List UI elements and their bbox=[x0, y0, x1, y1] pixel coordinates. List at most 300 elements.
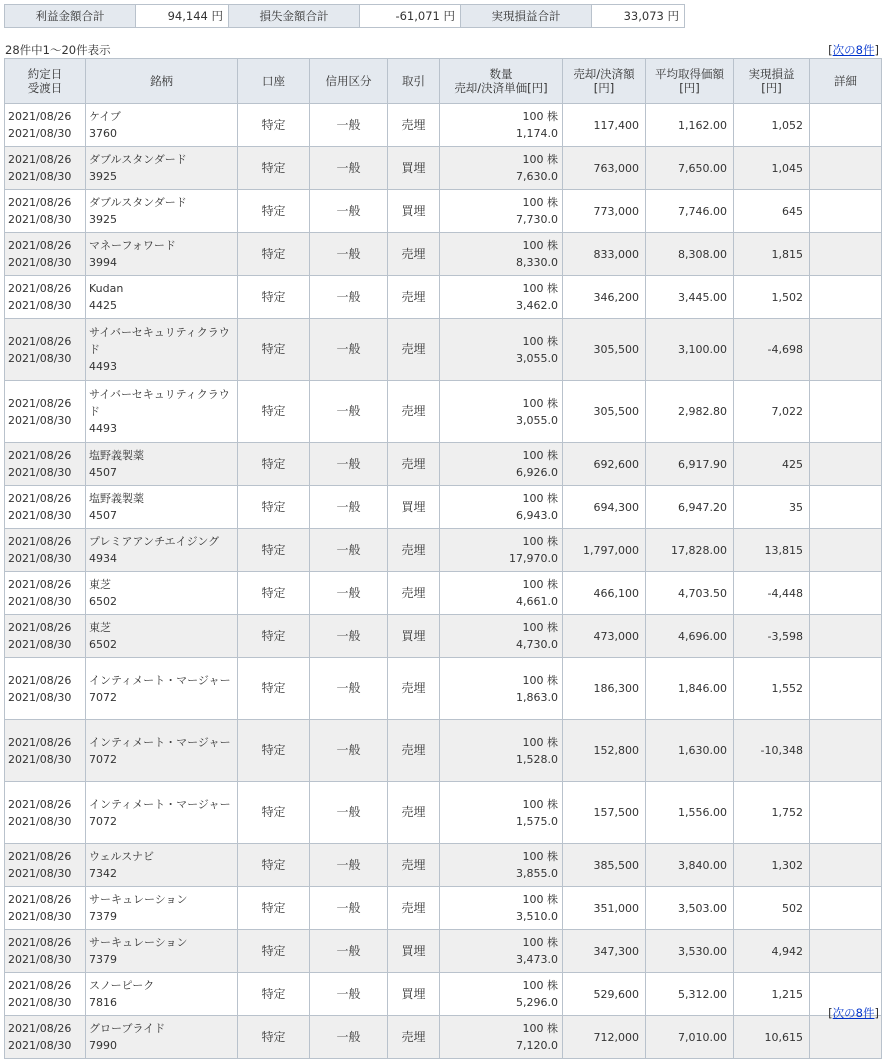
pnl-cell bbox=[734, 443, 810, 486]
settlement-date: 2021/08/30 bbox=[8, 910, 72, 923]
pnl-cell bbox=[734, 615, 810, 658]
sale-amount: 692,600 bbox=[593, 457, 639, 471]
trade-dates bbox=[5, 233, 86, 276]
amount-cell bbox=[563, 720, 646, 782]
avg-cell bbox=[646, 443, 734, 486]
credit-type: 一般 bbox=[336, 681, 361, 695]
account-cell bbox=[238, 381, 310, 443]
trade-date: 2021/08/26 bbox=[8, 936, 72, 949]
sale-amount: 773,000 bbox=[593, 204, 639, 218]
detail-cell bbox=[810, 190, 882, 233]
unit-price: 1,174.0 bbox=[516, 127, 558, 140]
table-row bbox=[5, 486, 882, 529]
amount-cell bbox=[563, 104, 646, 147]
sale-amount: 529,600 bbox=[593, 987, 639, 1001]
sale-amount: 694,300 bbox=[593, 500, 639, 514]
table-row bbox=[5, 190, 882, 233]
trade-dates bbox=[5, 443, 86, 486]
realized-pnl: -3,598 bbox=[767, 629, 803, 643]
credit-cell bbox=[310, 233, 388, 276]
avg-cost: 1,630.00 bbox=[678, 744, 727, 757]
account-cell bbox=[238, 104, 310, 147]
stock-code: 4934 bbox=[89, 552, 117, 565]
credit-type: 一般 bbox=[336, 160, 361, 175]
realized-total-value: 33,073 円 bbox=[592, 5, 685, 28]
credit-cell bbox=[310, 486, 388, 529]
settlement-date: 2021/08/30 bbox=[8, 413, 72, 427]
pnl-cell bbox=[734, 782, 810, 844]
stock-code: 4425 bbox=[89, 299, 117, 312]
detail-cell bbox=[810, 233, 882, 276]
account-cell bbox=[238, 319, 310, 381]
credit-type: 一般 bbox=[336, 585, 361, 600]
stock-code: 7379 bbox=[89, 953, 117, 966]
avg-cell bbox=[646, 529, 734, 572]
table-row bbox=[5, 529, 882, 572]
credit-cell bbox=[310, 190, 388, 233]
quantity: 100 株 bbox=[522, 1022, 558, 1035]
settlement-date: 2021/08/30 bbox=[8, 638, 72, 651]
credit-cell bbox=[310, 443, 388, 486]
account-type: 特定 bbox=[261, 342, 286, 356]
amount-cell bbox=[563, 381, 646, 443]
quantity: 100 株 bbox=[522, 239, 558, 252]
result-count: 28件中1～20件表示 bbox=[5, 43, 111, 57]
avg-cost: 3,100.00 bbox=[678, 343, 727, 356]
trade-type: 売埋 bbox=[401, 289, 426, 304]
stock-name: ダブルスタンダード bbox=[89, 153, 187, 166]
stock-name: 東芝 bbox=[89, 578, 111, 591]
avg-cell bbox=[646, 276, 734, 319]
amount-cell bbox=[563, 572, 646, 615]
avg-cell bbox=[646, 190, 734, 233]
trade-date: 2021/08/26 bbox=[8, 797, 72, 811]
trade-dates bbox=[5, 658, 86, 720]
stock-name: グローブライド bbox=[89, 1022, 166, 1035]
header-detail: 詳細 bbox=[810, 59, 882, 104]
trade-type: 買埋 bbox=[401, 628, 426, 643]
sale-amount: 186,300 bbox=[593, 682, 639, 695]
trade-type: 買埋 bbox=[401, 160, 426, 175]
pnl-cell bbox=[734, 844, 810, 887]
trade-cell bbox=[388, 973, 440, 1016]
settlement-date: 2021/08/30 bbox=[8, 466, 72, 479]
account-cell bbox=[238, 658, 310, 720]
trade-dates bbox=[5, 973, 86, 1016]
avg-cost: 1,162.00 bbox=[678, 118, 727, 132]
trade-date: 2021/08/26 bbox=[8, 282, 72, 295]
header-pnl-line: [円] bbox=[761, 81, 782, 95]
trade-cell bbox=[388, 147, 440, 190]
trade-dates bbox=[5, 319, 86, 381]
detail-cell bbox=[810, 615, 882, 658]
account-type: 特定 bbox=[261, 805, 286, 819]
quantity: 100 株 bbox=[522, 334, 558, 348]
loss-total-label: 損失金額合計 bbox=[229, 5, 360, 28]
table-row bbox=[5, 930, 882, 973]
header-account: 口座 bbox=[238, 59, 310, 104]
trade-dates bbox=[5, 720, 86, 782]
sale-amount: 1,797,000 bbox=[583, 543, 639, 557]
amount-cell bbox=[563, 529, 646, 572]
unit-price: 3,055.0 bbox=[516, 413, 558, 427]
trade-type: 売埋 bbox=[401, 743, 426, 757]
stock-code: 3760 bbox=[89, 127, 117, 140]
amount-cell bbox=[563, 276, 646, 319]
account-cell bbox=[238, 930, 310, 973]
credit-cell bbox=[310, 572, 388, 615]
stock-name: 塩野義製薬 bbox=[89, 449, 144, 462]
avg-cell bbox=[646, 486, 734, 529]
unit-price: 4,730.0 bbox=[516, 638, 558, 651]
quantity-cell bbox=[440, 190, 563, 233]
quantity: 100 株 bbox=[522, 492, 558, 505]
stock-code: 7072 bbox=[89, 690, 117, 704]
unit-price: 3,055.0 bbox=[516, 351, 558, 365]
stock-name: インティメート・マージャー bbox=[89, 673, 231, 687]
stock-cell bbox=[86, 658, 238, 720]
realized-pnl: 1,045 bbox=[771, 161, 803, 175]
quantity: 100 株 bbox=[522, 396, 558, 410]
trade-dates bbox=[5, 615, 86, 658]
trade-type: 売埋 bbox=[401, 585, 426, 600]
stock-code: 4493 bbox=[89, 422, 117, 435]
pnl-cell bbox=[734, 276, 810, 319]
quantity-cell bbox=[440, 782, 563, 844]
table-row bbox=[5, 615, 882, 658]
table-row bbox=[5, 720, 882, 782]
next-page-top: [次の8件] bbox=[828, 43, 879, 57]
header-name bbox=[86, 59, 238, 104]
table-row bbox=[5, 782, 882, 844]
settlement-date: 2021/08/30 bbox=[8, 552, 72, 565]
amount-cell bbox=[563, 887, 646, 930]
avg-cell bbox=[646, 844, 734, 887]
avg-cost: 5,312.00 bbox=[678, 987, 727, 1001]
account-cell bbox=[238, 486, 310, 529]
detail-cell bbox=[810, 381, 882, 443]
stock-cell bbox=[86, 190, 238, 233]
quantity: 100 株 bbox=[522, 850, 558, 863]
trade-date: 2021/08/26 bbox=[8, 492, 72, 505]
credit-type: 一般 bbox=[336, 289, 361, 304]
credit-type: 一般 bbox=[336, 805, 361, 819]
header-amount-line: [円] bbox=[593, 81, 615, 95]
stock-cell bbox=[86, 973, 238, 1016]
credit-cell bbox=[310, 147, 388, 190]
credit-cell bbox=[310, 104, 388, 147]
table-row bbox=[5, 658, 882, 720]
account-type: 特定 bbox=[261, 203, 286, 218]
credit-cell bbox=[310, 782, 388, 844]
realized-pnl: 1,502 bbox=[771, 290, 803, 304]
settlement-date: 2021/08/30 bbox=[8, 299, 72, 312]
detail-cell bbox=[810, 1016, 882, 1059]
stock-cell bbox=[86, 443, 238, 486]
avg-cell bbox=[646, 319, 734, 381]
trade-type: 売埋 bbox=[401, 857, 426, 872]
trade-dates bbox=[5, 486, 86, 529]
account-cell bbox=[238, 233, 310, 276]
next-page-bottom: [次の8件] bbox=[828, 1006, 879, 1020]
sale-amount: 346,200 bbox=[593, 290, 639, 304]
header-qty-line: 数量 bbox=[489, 67, 513, 81]
profit-total-label: 利益金額合計 bbox=[5, 5, 136, 28]
stock-code: 6502 bbox=[89, 595, 117, 608]
credit-type: 一般 bbox=[336, 743, 361, 757]
unit-price: 6,943.0 bbox=[516, 509, 558, 522]
settlement-date: 2021/08/30 bbox=[8, 256, 72, 269]
amount-cell bbox=[563, 973, 646, 1016]
stock-code: 7379 bbox=[89, 910, 117, 923]
summary-table bbox=[4, 4, 685, 28]
trade-type: 売埋 bbox=[401, 342, 426, 356]
unit-price: 1,528.0 bbox=[516, 752, 558, 766]
sale-amount: 305,500 bbox=[593, 343, 639, 356]
quantity-cell bbox=[440, 319, 563, 381]
pnl-cell bbox=[734, 658, 810, 720]
amount-cell bbox=[563, 486, 646, 529]
account-cell bbox=[238, 529, 310, 572]
stock-code: 4507 bbox=[89, 466, 117, 479]
account-cell bbox=[238, 973, 310, 1016]
trade-type: 売埋 bbox=[401, 805, 426, 819]
pnl-cell bbox=[734, 572, 810, 615]
sale-amount: 833,000 bbox=[593, 247, 639, 261]
trade-cell bbox=[388, 930, 440, 973]
unit-price: 7,630.0 bbox=[516, 170, 558, 183]
sale-amount: 157,500 bbox=[593, 806, 639, 819]
realized-pnl: 502 bbox=[782, 901, 803, 915]
trade-dates bbox=[5, 529, 86, 572]
account-cell bbox=[238, 615, 310, 658]
credit-cell bbox=[310, 381, 388, 443]
next-page-link[interactable]: 次の8件 bbox=[832, 43, 875, 57]
account-cell bbox=[238, 1016, 310, 1059]
realized-pnl: -4,698 bbox=[767, 343, 803, 356]
account-cell bbox=[238, 190, 310, 233]
trade-date: 2021/08/26 bbox=[8, 110, 72, 123]
trade-dates bbox=[5, 887, 86, 930]
unit-price: 1,863.0 bbox=[516, 690, 558, 704]
header-credit: 信用区分 bbox=[310, 59, 388, 104]
account-cell bbox=[238, 147, 310, 190]
stock-code: 3925 bbox=[89, 213, 117, 226]
stock-cell bbox=[86, 381, 238, 443]
realized-pnl: 1,302 bbox=[771, 858, 803, 872]
trade-history-table bbox=[4, 58, 882, 1059]
settlement-date: 2021/08/30 bbox=[8, 595, 72, 608]
amount-cell bbox=[563, 233, 646, 276]
quantity-cell bbox=[440, 572, 563, 615]
stock-cell bbox=[86, 615, 238, 658]
trade-cell bbox=[388, 319, 440, 381]
credit-type: 一般 bbox=[336, 628, 361, 643]
avg-cost: 4,696.00 bbox=[678, 629, 727, 643]
pnl-cell bbox=[734, 973, 810, 1016]
realized-pnl: 1,052 bbox=[771, 118, 803, 132]
trade-type: 買埋 bbox=[401, 943, 426, 958]
avg-cell bbox=[646, 147, 734, 190]
trade-cell bbox=[388, 529, 440, 572]
realized-pnl: 1,752 bbox=[771, 806, 803, 819]
credit-cell bbox=[310, 887, 388, 930]
credit-cell bbox=[310, 658, 388, 720]
settlement-date: 2021/08/30 bbox=[8, 752, 72, 766]
detail-cell bbox=[810, 529, 882, 572]
next-page-link-bottom[interactable]: 次の8件 bbox=[832, 1006, 875, 1020]
stock-code: 6502 bbox=[89, 638, 117, 651]
quantity: 100 株 bbox=[522, 449, 558, 462]
unit-price: 17,970.0 bbox=[509, 552, 558, 565]
detail-cell bbox=[810, 887, 882, 930]
detail-cell bbox=[810, 720, 882, 782]
stock-name: インティメート・マージャー bbox=[89, 735, 231, 749]
amount-cell bbox=[563, 615, 646, 658]
trade-type: 売埋 bbox=[401, 681, 426, 695]
stock-name: ケイブ bbox=[89, 110, 121, 123]
trade-cell bbox=[388, 443, 440, 486]
avg-cost: 3,445.00 bbox=[678, 290, 727, 304]
account-type: 特定 bbox=[261, 628, 286, 643]
trade-date: 2021/08/26 bbox=[8, 578, 72, 591]
quantity-cell bbox=[440, 233, 563, 276]
trade-date: 2021/08/26 bbox=[8, 979, 72, 992]
account-cell bbox=[238, 443, 310, 486]
stock-cell bbox=[86, 930, 238, 973]
stock-code: 7816 bbox=[89, 996, 117, 1009]
account-type: 特定 bbox=[261, 681, 286, 695]
credit-cell bbox=[310, 844, 388, 887]
trade-date: 2021/08/26 bbox=[8, 850, 72, 863]
credit-cell bbox=[310, 1016, 388, 1059]
realized-pnl: 4,942 bbox=[771, 944, 803, 958]
trade-date: 2021/08/26 bbox=[8, 239, 72, 252]
detail-cell bbox=[810, 104, 882, 147]
trade-dates bbox=[5, 147, 86, 190]
detail-cell bbox=[810, 443, 882, 486]
pnl-cell bbox=[734, 319, 810, 381]
detail-cell bbox=[810, 930, 882, 973]
table-row bbox=[5, 104, 882, 147]
avg-cell bbox=[646, 1016, 734, 1059]
avg-cell bbox=[646, 572, 734, 615]
table-row bbox=[5, 381, 882, 443]
quantity: 100 株 bbox=[522, 621, 558, 634]
avg-cost: 3,530.00 bbox=[678, 944, 727, 958]
stock-code: 4493 bbox=[89, 360, 117, 373]
table-row bbox=[5, 973, 882, 1016]
amount-cell bbox=[563, 147, 646, 190]
stock-cell bbox=[86, 782, 238, 844]
account-type: 特定 bbox=[261, 900, 286, 915]
stock-name: ウェルスナビ bbox=[89, 850, 155, 863]
table-row bbox=[5, 233, 882, 276]
trade-type: 売埋 bbox=[401, 404, 426, 418]
avg-cell bbox=[646, 720, 734, 782]
account-type: 特定 bbox=[261, 404, 286, 418]
trade-type: 売埋 bbox=[401, 456, 426, 471]
quantity-cell bbox=[440, 147, 563, 190]
stock-cell bbox=[86, 319, 238, 381]
pnl-cell bbox=[734, 233, 810, 276]
avg-cell bbox=[646, 973, 734, 1016]
table-row bbox=[5, 276, 882, 319]
trade-cell bbox=[388, 658, 440, 720]
trade-cell bbox=[388, 190, 440, 233]
avg-cost: 7,746.00 bbox=[678, 204, 727, 218]
account-type: 特定 bbox=[261, 246, 286, 261]
trade-dates bbox=[5, 930, 86, 973]
account-type: 特定 bbox=[261, 585, 286, 600]
unit-price: 1,575.0 bbox=[516, 814, 558, 828]
avg-cost: 6,917.90 bbox=[678, 457, 727, 471]
header-dates bbox=[5, 59, 86, 104]
trade-date: 2021/08/26 bbox=[8, 621, 72, 634]
settlement-date: 2021/08/30 bbox=[8, 127, 72, 140]
detail-cell bbox=[810, 147, 882, 190]
realized-pnl: -4,448 bbox=[767, 586, 803, 600]
avg-cost: 7,650.00 bbox=[678, 161, 727, 175]
stock-name: 東芝 bbox=[89, 621, 111, 634]
header-dates-line: 受渡日 bbox=[27, 81, 63, 95]
account-cell bbox=[238, 720, 310, 782]
pnl-cell bbox=[734, 887, 810, 930]
quantity: 100 株 bbox=[522, 535, 558, 548]
quantity-cell bbox=[440, 529, 563, 572]
amount-cell bbox=[563, 443, 646, 486]
credit-type: 一般 bbox=[336, 203, 361, 218]
credit-cell bbox=[310, 720, 388, 782]
quantity: 100 株 bbox=[522, 936, 558, 949]
avg-cost: 1,846.00 bbox=[678, 682, 727, 695]
trade-date: 2021/08/26 bbox=[8, 893, 72, 906]
trade-dates bbox=[5, 276, 86, 319]
stock-name: サイバーセキュリティクラウド bbox=[89, 388, 230, 418]
settlement-date: 2021/08/30 bbox=[8, 351, 72, 365]
realized-pnl: 10,615 bbox=[764, 1030, 803, 1044]
account-type: 特定 bbox=[261, 160, 286, 175]
stock-code: 3994 bbox=[89, 256, 117, 269]
detail-cell bbox=[810, 486, 882, 529]
quantity-cell bbox=[440, 381, 563, 443]
avg-cost: 6,947.20 bbox=[678, 500, 727, 514]
realized-pnl: 7,022 bbox=[771, 405, 803, 418]
trade-cell bbox=[388, 615, 440, 658]
quantity-cell bbox=[440, 104, 563, 147]
table-row bbox=[5, 844, 882, 887]
list-meta bbox=[5, 40, 879, 56]
trade-cell bbox=[388, 381, 440, 443]
trade-type: 買埋 bbox=[401, 986, 426, 1001]
trade-cell bbox=[388, 844, 440, 887]
account-type: 特定 bbox=[261, 857, 286, 872]
sale-amount: 117,400 bbox=[593, 118, 639, 132]
stock-name: ダブルスタンダード bbox=[89, 196, 187, 209]
trade-cell bbox=[388, 720, 440, 782]
realized-pnl: 425 bbox=[782, 457, 803, 471]
quantity: 100 株 bbox=[522, 979, 558, 992]
account-cell bbox=[238, 276, 310, 319]
trade-type: 売埋 bbox=[401, 246, 426, 261]
header-dates-line: 約定日 bbox=[27, 67, 63, 81]
quantity: 100 株 bbox=[522, 797, 558, 811]
stock-name: スノーピーク bbox=[89, 979, 155, 992]
unit-price: 3,855.0 bbox=[516, 867, 558, 880]
avg-cost: 7,010.00 bbox=[678, 1030, 727, 1044]
account-cell bbox=[238, 572, 310, 615]
unit-price: 3,473.0 bbox=[516, 953, 558, 966]
